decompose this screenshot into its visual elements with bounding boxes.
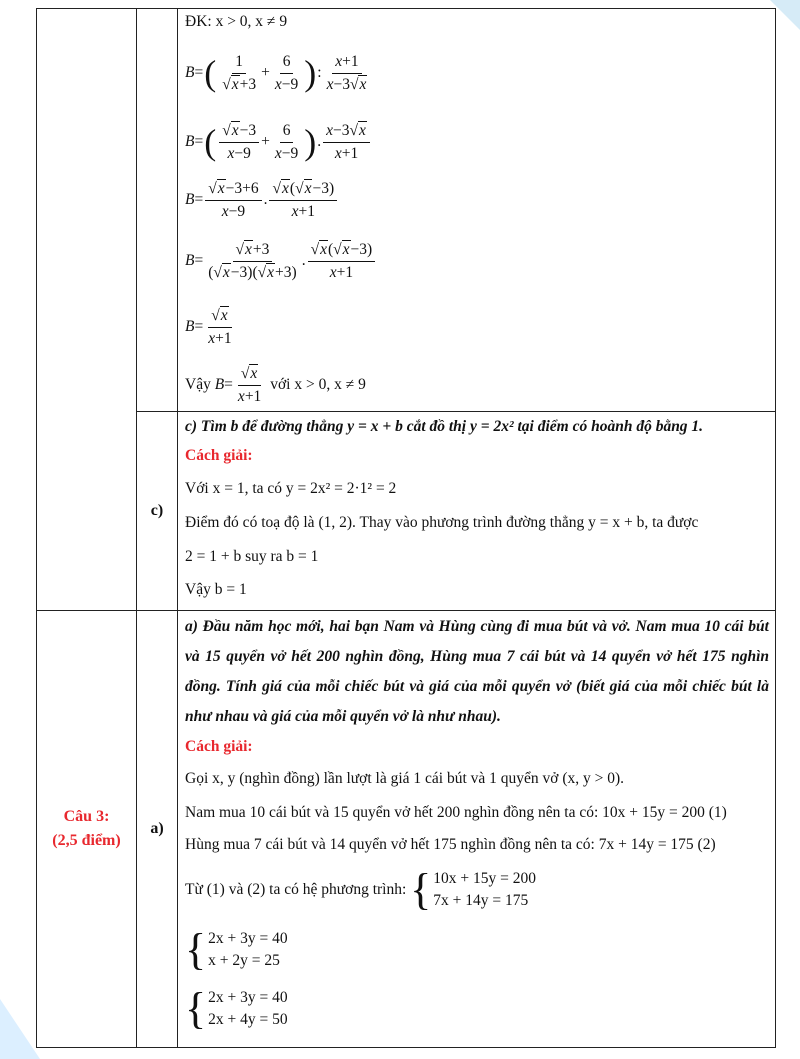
solution-cell-part-a bbox=[178, 611, 776, 1048]
equation: 2x + 4y = 50 bbox=[208, 1011, 288, 1028]
equation-system: { 2x + 3y = 40 2x + 4y = 50 bbox=[185, 984, 288, 1033]
system-intro-text: Từ (1) và (2) ta có hệ phương trình: bbox=[185, 881, 407, 898]
equation: 10x + 15y = 200 bbox=[433, 870, 537, 887]
system-line-1 bbox=[185, 860, 769, 920]
question-cell-empty bbox=[37, 9, 137, 611]
formula-step-5: B = √ $\frac{x}{x+1}$ bbox=[185, 295, 769, 359]
solution-line: Hùng mua 7 cái bút và 14 quyển vở hết 175 nghìn đồng nên ta có: 7x + 14y = 175 (2) bbox=[185, 836, 716, 853]
solution-line: Điểm đó có toạ độ là (1, 2). Thay vào phương trình đường thẳng y = x + b, ta được bbox=[185, 514, 699, 531]
equation: x + 2y = 25 bbox=[208, 952, 280, 969]
problem-text-c: c) Tìm b để đường thẳng y = x + b cắt đồ thị y = 2x² tại điểm có hoành độ bằng 1. bbox=[185, 418, 704, 435]
part-label-c: c) bbox=[137, 412, 178, 611]
solution-table bbox=[36, 8, 776, 1048]
equation: 2x + 3y = 40 bbox=[208, 930, 288, 947]
part-label-a: a) bbox=[137, 611, 178, 1048]
corner-decoration bbox=[0, 999, 40, 1059]
solution-cell-part-c bbox=[178, 412, 776, 611]
equation: 7x + 14y = 175 bbox=[433, 892, 529, 909]
conclusion-label: Vậy bbox=[185, 376, 211, 393]
equation-system: { 10x + 15y = 200 7x + 14y = 175 bbox=[410, 865, 537, 914]
equation: 2x + 3y = 40 bbox=[208, 989, 288, 1006]
method-title-a: Cách giải: bbox=[185, 738, 253, 755]
conclusion-condition: x > 0, x ≠ 9 bbox=[294, 376, 366, 393]
solution-line: Với x = 1, ta có y = 2x² = 2·1² = 2 bbox=[185, 480, 397, 497]
equation-system: { 2x + 3y = 40 x + 2y = 25 bbox=[185, 925, 288, 974]
system-line-3 bbox=[185, 980, 769, 1038]
table-row bbox=[37, 412, 776, 611]
method-title-c: Cách giải: bbox=[185, 447, 253, 464]
formula-step-4: B = √ $\frac{x+3}{(√ x-3)(√ x+3)}$ . √ $\frac{x(√ x-3)}{x+1}$ bbox=[185, 227, 769, 295]
condition-line bbox=[185, 9, 769, 35]
solution-line: Nam mua 10 cái bút và 15 quyển vở hết 200 nghìn đồng nên ta có: 10x + 15y = 200 (1) bbox=[185, 804, 727, 821]
formula-step-3: B = √ $\frac{x-3+6}{x-9}$ . √ $\frac{x(√ x-3)}{x+1}$ bbox=[185, 173, 769, 227]
problem-text-a: a) Đầu năm học mới, hai bạn Nam và Hùng cùng đi mua bút và vở. Nam mua 10 cái bút và 15 quyển vở hết 200 nghìn đồng, Hùng mua 7 cái bút và 14 quyển vở hết 175 nghìn đồng. Tính giá của mỗi chiếc bút và giá của mỗi quyển vở (biết giá của mỗi chiếc bút là như nhau và giá của mỗi quyển vở là như nhau). bbox=[185, 618, 769, 725]
conclusion-line: Vậy B = √ $\frac{x}{x+1}$ với x > 0, x ≠ 9 bbox=[185, 359, 769, 411]
part-cell-empty bbox=[137, 9, 178, 412]
solution-line: Vậy b = 1 bbox=[185, 581, 247, 598]
conclusion-voi: với bbox=[270, 376, 291, 393]
table-row bbox=[37, 611, 776, 1048]
solution-cell-part-b bbox=[178, 9, 776, 412]
formula-step-2: B = ( √ $\frac{x-3}{x-9}$ + $\frac{6}{x-9}$ ) . $\frac{x-3√ x}{x+1}$ bbox=[185, 111, 769, 173]
question-cell-3 bbox=[37, 611, 137, 1048]
condition-text: ĐK: x > 0, x ≠ 9 bbox=[185, 13, 288, 30]
question-points: (2,5 điểm) bbox=[52, 832, 121, 849]
system-line-2 bbox=[185, 920, 769, 980]
solution-line: Gọi x, y (nghìn đồng) lần lượt là giá 1 cái bút và 1 quyển vở (x, y > 0). bbox=[185, 770, 625, 787]
question-title: Câu 3: bbox=[63, 808, 110, 825]
formula-step-1: B = ( 1 √ x+3 + $\frac{6}{x-9}$ ) : $\frac{x+1}{x-3√ x}$ bbox=[185, 35, 769, 111]
solution-line: 2 = 1 + b suy ra b = 1 bbox=[185, 548, 319, 565]
table-row bbox=[37, 9, 776, 412]
